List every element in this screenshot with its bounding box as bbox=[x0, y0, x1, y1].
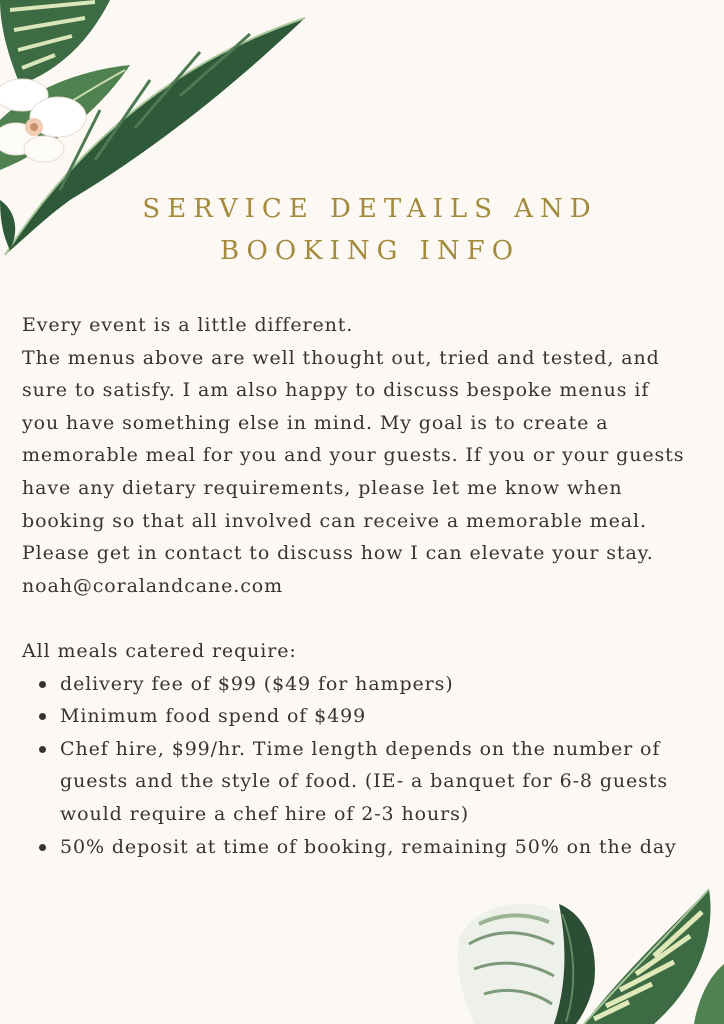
list-item: Minimum food spend of $499 bbox=[60, 700, 692, 733]
page-title-line-2: BOOKING INFO bbox=[219, 236, 521, 266]
contact-email: noah@coralandcane.com bbox=[22, 574, 284, 597]
contact-prompt: Please get in contact to discuss how I can elevate your stay. bbox=[22, 542, 654, 565]
requirements-heading: All meals catered require: bbox=[22, 639, 297, 662]
list-item: 50% deposit at time of booking, remaining 50% on the day bbox=[60, 831, 692, 864]
spacer bbox=[22, 602, 692, 635]
page-title-line-1: SERVICE DETAILS AND bbox=[142, 194, 598, 224]
intro-paragraph: The menus above are well thought out, tried and tested, and sure to satisfy. I am also happy to discuss bespoke menus if you have something else in mind. My goal is to create a memorable meal for you and your guests. If you or your guests have any dietary requirements, please let me know when booking so that all involved can receive a memorable meal. bbox=[22, 346, 685, 532]
requirements-list bbox=[22, 668, 692, 864]
service-details-body bbox=[22, 309, 692, 863]
tropical-leaves-icon bbox=[454, 884, 724, 1024]
list-item: delivery fee of $99 ($49 for hampers) bbox=[60, 668, 692, 701]
intro-line: Every event is a little different. bbox=[22, 314, 354, 336]
page-title bbox=[90, 188, 650, 272]
list-item: Chef hire, $99/hr. Time length depends on the number of guests and the style of food. (IE- a banquet for 6-8 guests would require a chef hire of 2-3 hours) bbox=[60, 733, 692, 831]
